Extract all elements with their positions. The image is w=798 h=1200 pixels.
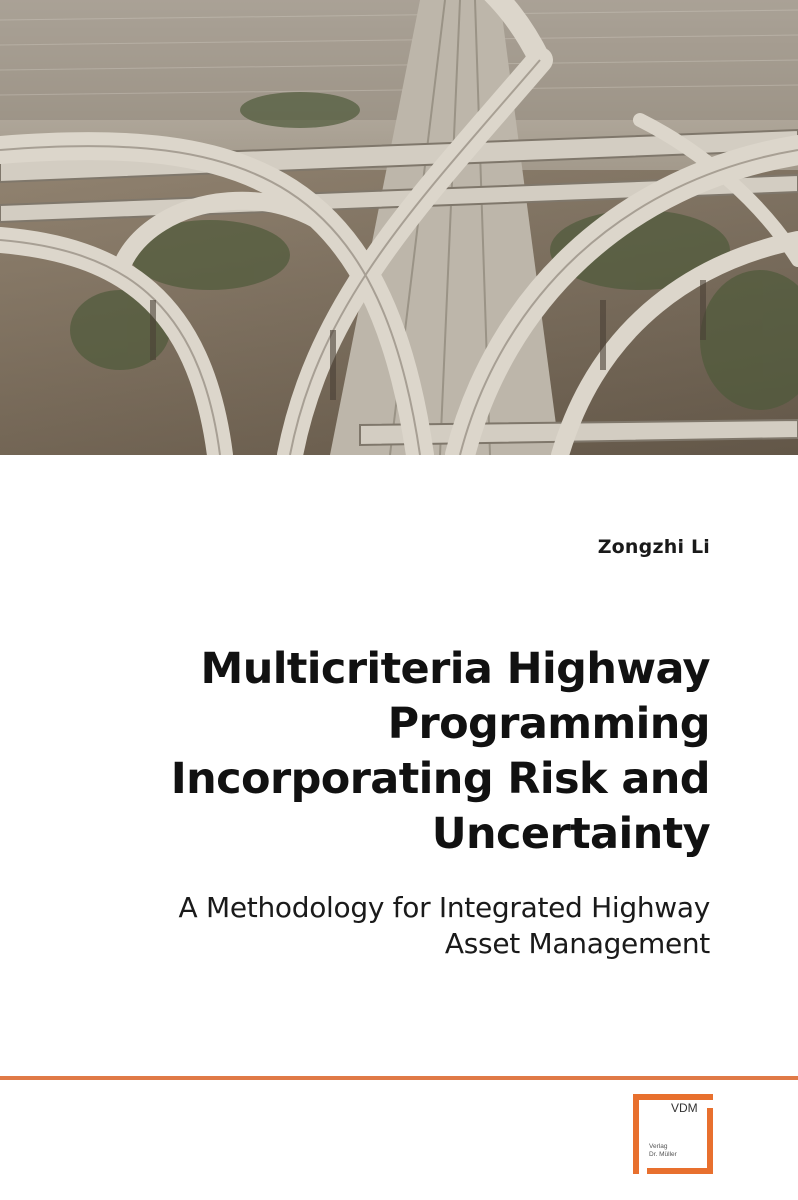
title-line: Uncertainty [431, 809, 710, 859]
subtitle-line: Asset Management [444, 927, 710, 960]
logo-frame-inner [647, 1108, 713, 1174]
cover-photo-highway-interchange [0, 0, 798, 455]
book-subtitle [30, 890, 710, 962]
subtitle-line: A Methodology for Integrated Highway [178, 891, 710, 924]
author-name: Zongzhi Li [597, 536, 710, 558]
highway-interchange-illustration [0, 0, 798, 455]
logo-text: VDM [671, 1101, 698, 1115]
book-title [30, 642, 710, 862]
title-line: Programming [387, 699, 710, 749]
orange-divider [0, 1076, 798, 1080]
title-line: Incorporating Risk and [170, 754, 710, 804]
title-line: Multicriteria Highway [200, 644, 710, 694]
publisher-logo [633, 1094, 713, 1174]
logo-small-text: Verlag Dr. Müller [649, 1143, 677, 1158]
